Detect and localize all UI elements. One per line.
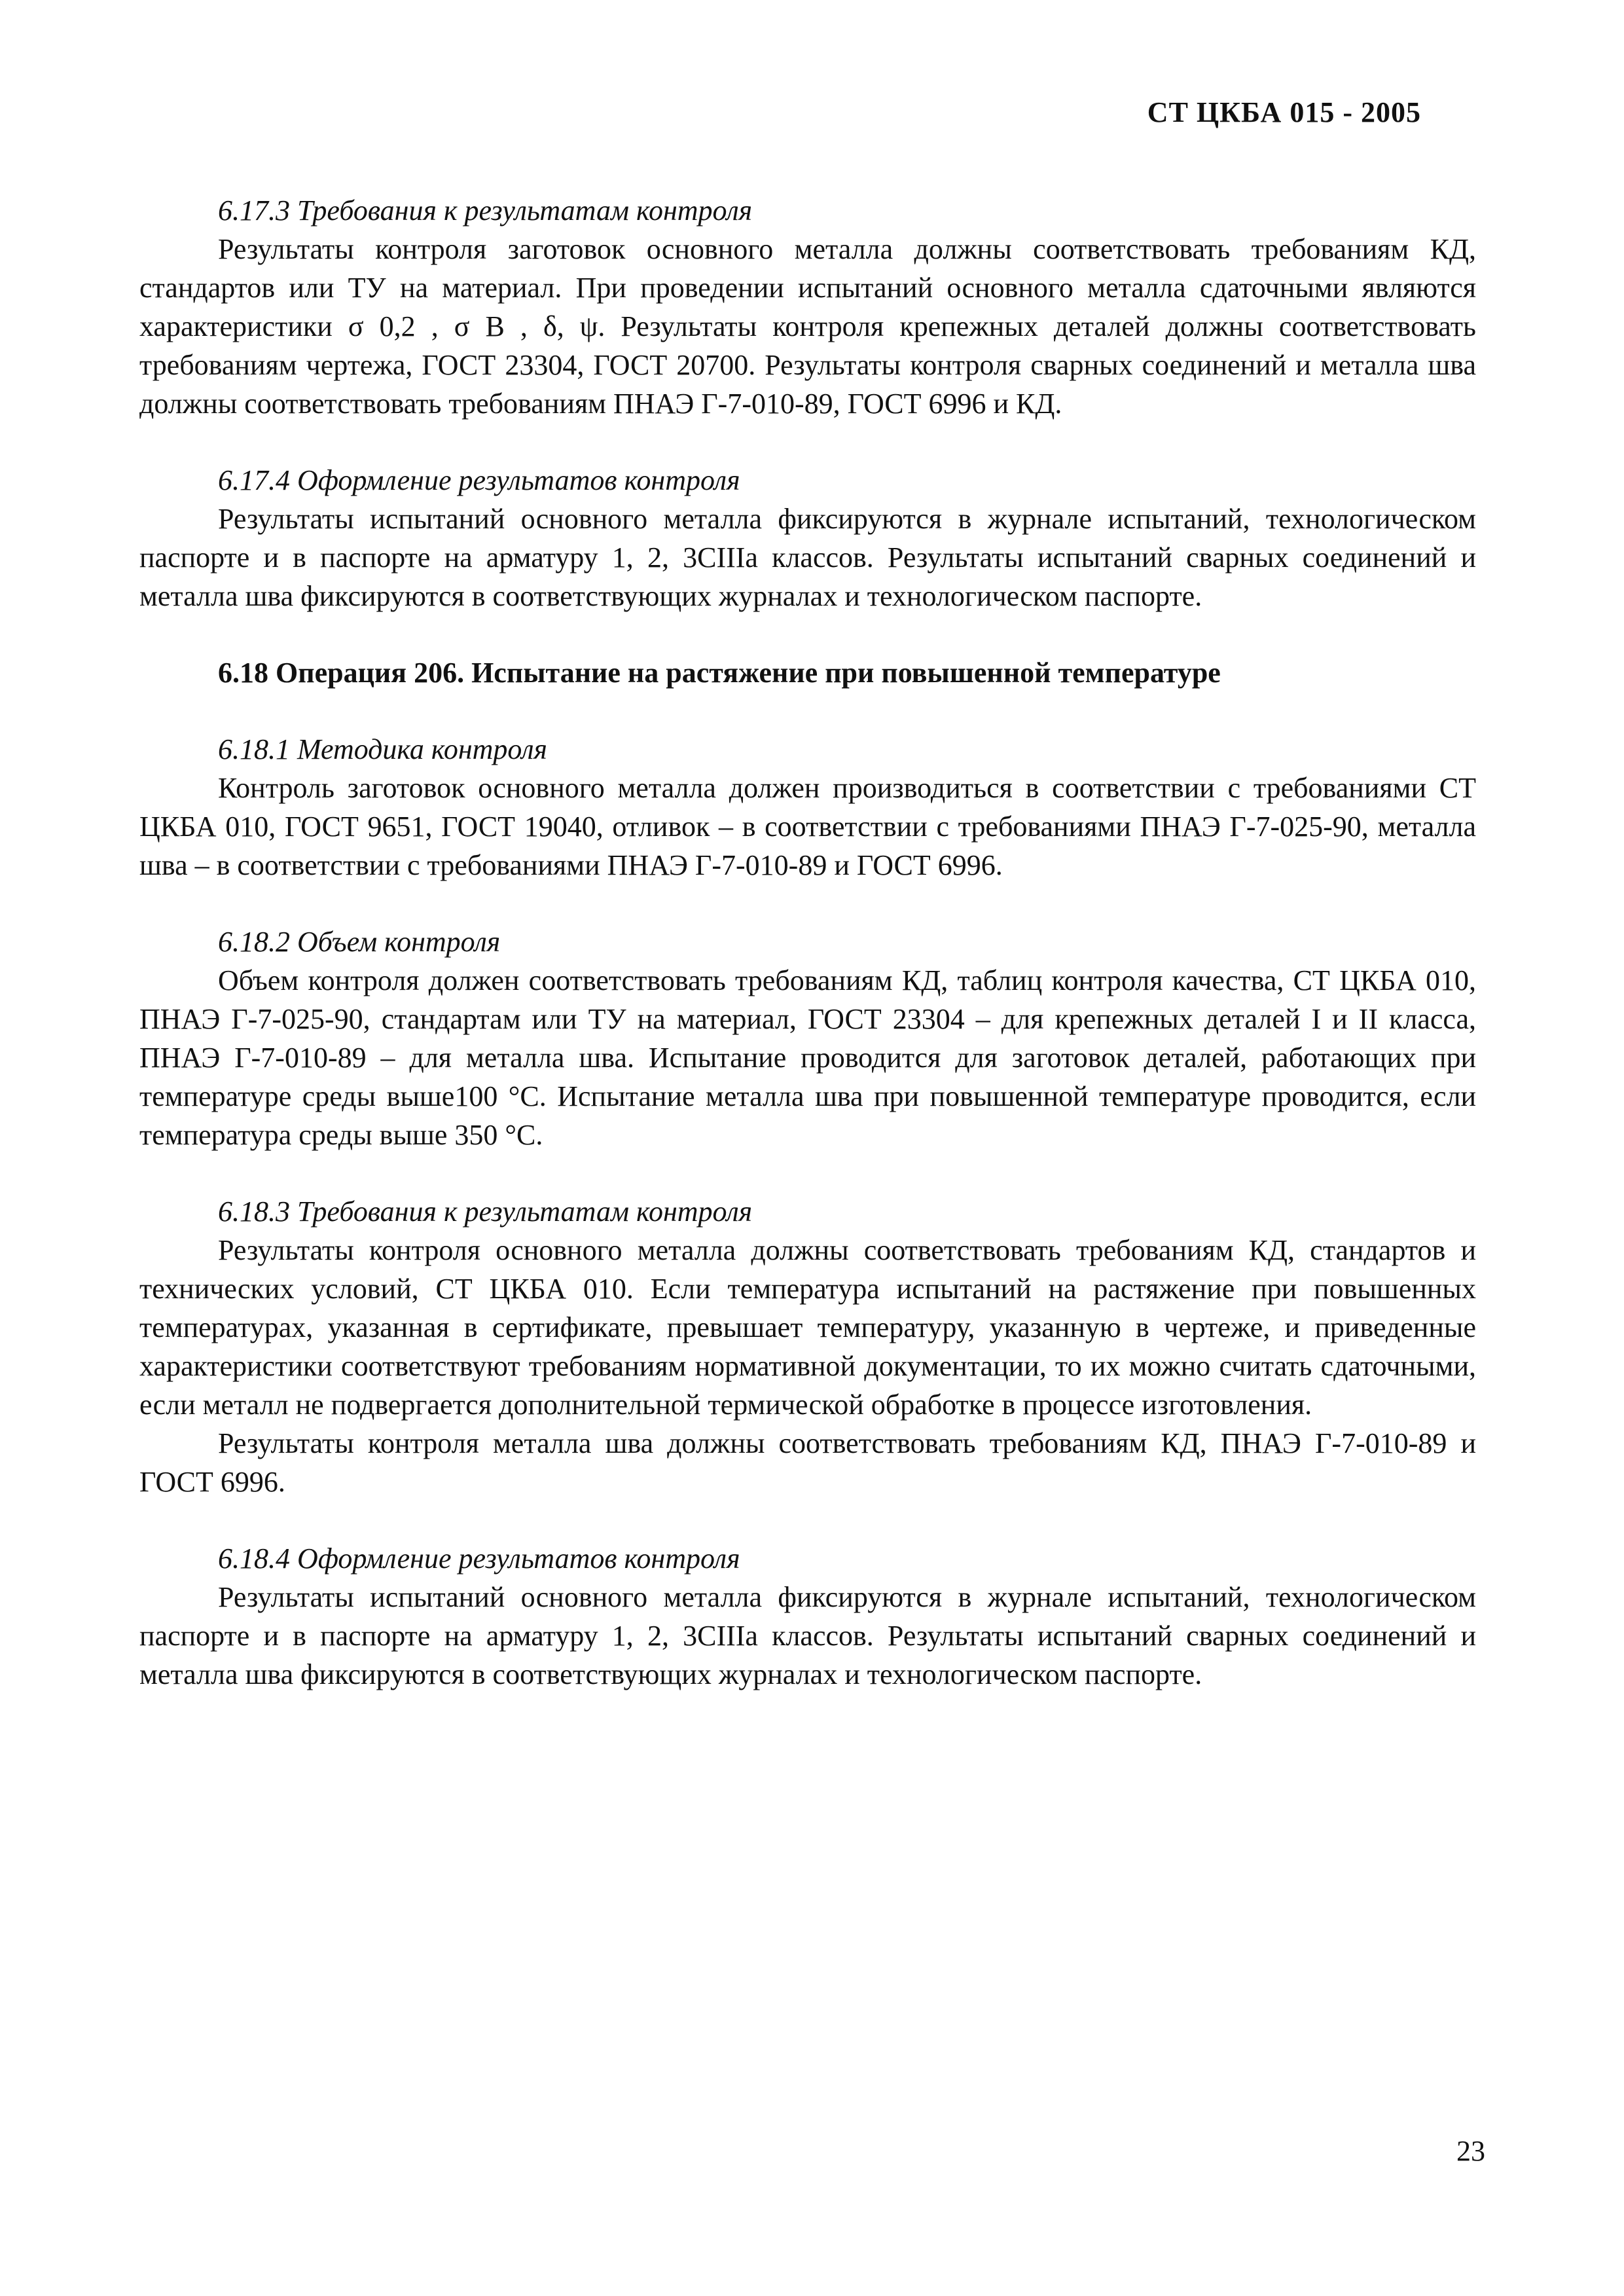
page-number: 23 <box>1456 2135 1485 2167</box>
section-6-18-3-text-2: Результаты контроля металла шва должны соответствовать требованиям КД, ПНАЭ Г-7-010-89 и ГОСТ 6996. <box>139 1427 1476 1498</box>
section-6-18-title: 6.18 Операция 206. Испытание на растяжение при повышенной температуре <box>218 657 1221 689</box>
section-6-18-4-text: Результаты испытаний основного металла фиксируются в журнале испытаний, технологическом паспорте и в паспорте на арматуру 1, 2, 3СIIIа классов. Результаты испытаний сварных соединений и металла шва фиксируются в соответствующих журналах и технологическом паспорте. <box>139 1581 1476 1690</box>
section-6-17-4-title: 6.17.4 Оформление результатов контроля <box>218 464 740 496</box>
section-6-18-1-text: Контроль заготовок основного металла должен производиться в соответствии с требованиями СТ ЦКБА 010, ГОСТ 9651, ГОСТ 19040, отливок – в соответствии с требованиями ПНАЭ Г-7-025-90, металла шва – в соответствии с требованиями ПНАЭ Г-7-010-89 и ГОСТ 6996. <box>139 772 1476 881</box>
section-6-17-3-text: Результаты контроля заготовок основного металла должны соответствовать требованиям КД, стандартов или ТУ на материал. При проведении испытаний основного металла сдаточными являются характеристики σ 0,2 , σ В , δ, ψ. Результаты контроля крепежных деталей должны соответствовать требованиям чертежа, ГОСТ 23304, ГОСТ 20700. Результаты контроля сварных соединений и металла шва должны соответствовать требованиям ПНАЭ Г-7-010-89, ГОСТ 6996 и КД. <box>139 233 1476 420</box>
document-body <box>139 191 1476 1694</box>
section-6-18-4-title: 6.18.4 Оформление результатов контроля <box>218 1542 740 1575</box>
section-6-18-3-title: 6.18.3 Требования к результатам контроля <box>218 1195 753 1228</box>
section-6-17-3-title: 6.17.3 Требования к результатам контроля <box>218 194 753 227</box>
section-6-17-4-text: Результаты испытаний основного металла фиксируются в журнале испытаний, технологическом паспорте и в паспорте на арматуру 1, 2, 3СIIIа классов. Результаты испытаний сварных соединений и металла шва фиксируются в соответствующих журналах и технологическом паспорте. <box>139 503 1476 612</box>
section-6-18-2-text: Объем контроля должен соответствовать требованиям КД, таблиц контроля качества, СТ ЦКБА 010, ПНАЭ Г-7-025-90, стандартам или ТУ на материал, ГОСТ 23304 – для крепежных деталей I и II класса, ПНАЭ Г-7-010-89 – для металла шва. Испытание проводится для заготовок деталей, работающих при температуре среды выше100 °С. Испытание металла шва при повышенной температуре проводится, если температура среды выше 350 °С. <box>139 964 1476 1151</box>
document-code-header: СТ ЦКБА 015 - 2005 <box>1147 96 1421 128</box>
section-6-18-1-title: 6.18.1 Методика контроля <box>218 733 547 765</box>
section-6-18-2-title: 6.18.2 Объем контроля <box>218 926 501 958</box>
section-6-18-3-text: Результаты контроля основного металла должны соответствовать требованиям КД, стандартов и технических условий, СТ ЦКБА 010. Если температура испытаний на растяжение при повышенных температурах, указанная в сертификате, превышает температуру, указанную в чертеже, и приведенные характеристики соответствуют требованиям нормативной документации, то их можно считать сдаточными, если металл не подвергается дополнительной термической обработке в процессе изготовления. <box>139 1234 1476 1421</box>
